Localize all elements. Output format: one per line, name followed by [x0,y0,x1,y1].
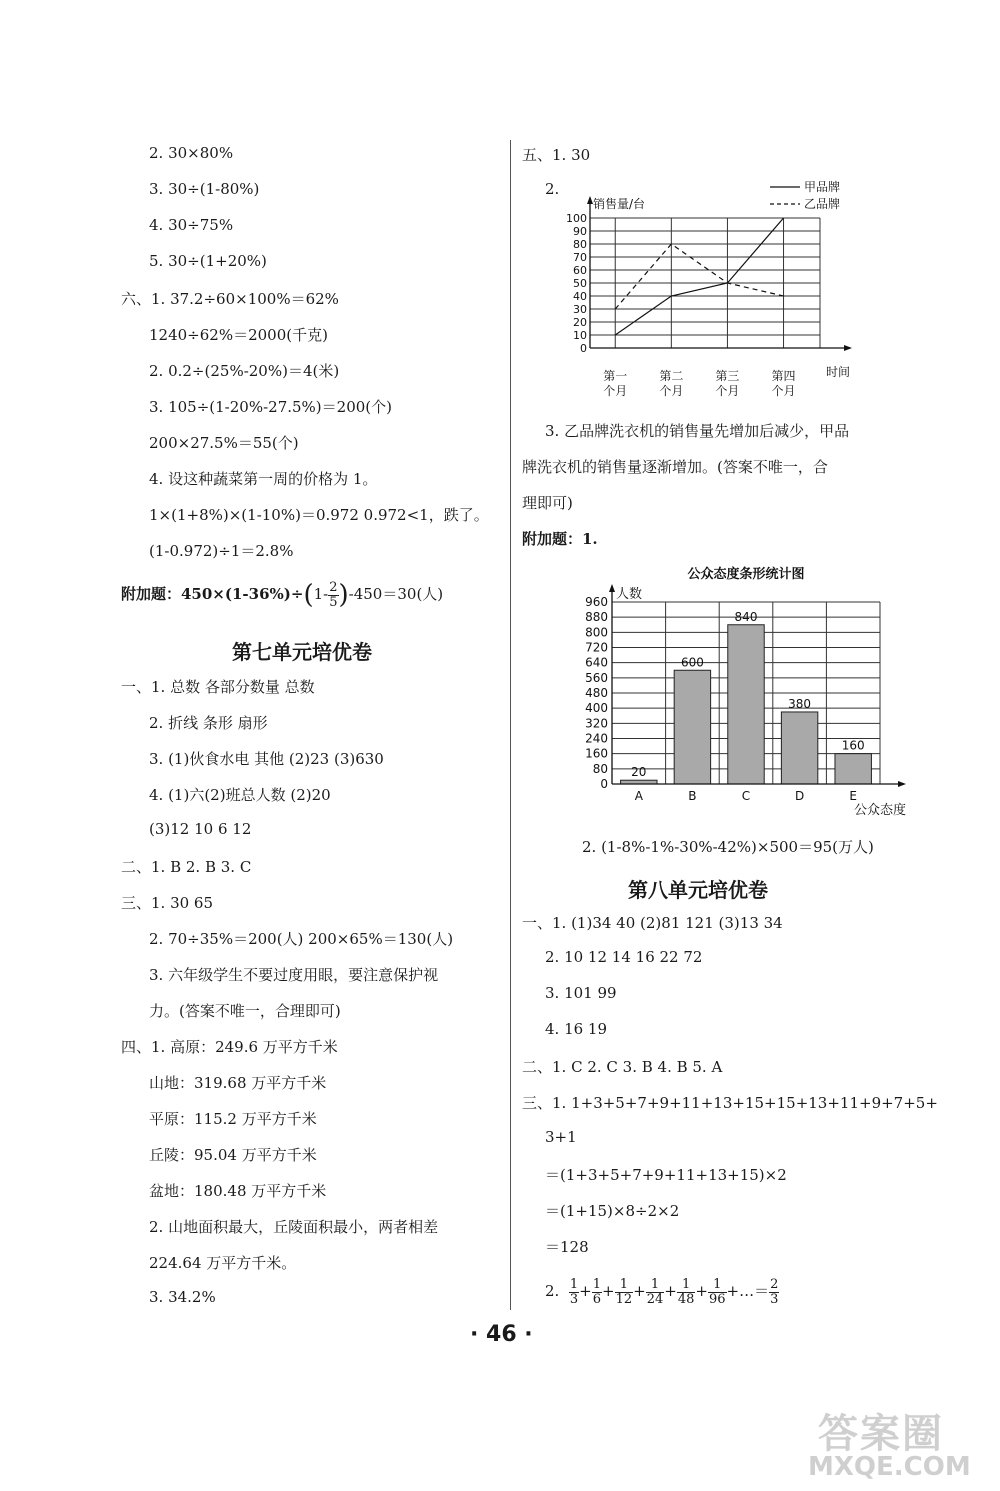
answer-line: 六、1. 37.2÷60×100%＝62% [121,290,339,308]
y-tick-label: 240 [585,731,608,746]
fraction [646,1278,665,1306]
y-tick-label: 320 [585,716,608,731]
answer-line: 牌洗衣机的销售量逐渐增加。(答案不唯一，合 [522,458,828,476]
bar-C [728,625,764,784]
y-tick-label: 100 [566,212,587,225]
fraction [708,1278,727,1306]
answer-line: 3. 34.2% [149,1288,216,1306]
answer-line: 一、1. (1)34 40 (2)81 121 (3)13 34 [522,914,783,932]
answer-line: 2. (1-8%-1%-30%-42%)×500＝95(万人) [582,838,874,856]
column-divider [510,140,511,1310]
answer-line: 3. (1)伙食水电 其他 (2)23 (3)630 [149,750,384,768]
fraction-numerator: 1 [677,1278,696,1293]
y-tick-label: 90 [573,225,587,238]
answer-line: 2. 山地面积最大，丘陵面积最小，两者相差 [149,1218,439,1236]
series-question: 2. $\frac{1}{3}$ + $\frac{1}{6}$ + $\frac{1}{12}$ + $\frac{1}{24}$ + $\frac{1}{48}$ + $\frac{1}{96}$ +…＝ $\frac{2}{3}$ [545,1277,779,1307]
unit7-title: 第七单元培优卷 [232,640,372,664]
answer-line: 2. [545,180,560,198]
y-axis-label: 人数 [616,587,643,602]
x-tick-label: D [794,789,805,803]
answer-line: 盆地：180.48 万平方千米 [149,1182,327,1200]
line-chart-labels [566,179,850,398]
x-tick-label: 第一 [603,369,628,383]
y-axis-label: 销售量/台 [593,197,646,211]
y-tick-label: 560 [585,670,608,685]
extra-prefix: 附加题：450×(1-36%)÷ [121,585,304,603]
y-tick-label: 160 [585,746,608,761]
answer-line: 3. 101 99 [545,984,617,1002]
bar-value-label: 840 [734,609,758,624]
y-tick-label: 60 [573,264,587,277]
fraction-denominator: 12 [615,1291,633,1307]
watermark-top: 答案圈 [818,1411,944,1457]
answer-line: ＝128 [545,1238,589,1256]
y-axis-arrow [609,584,615,592]
paren-close: ) [338,580,349,610]
answer-line: 3. 六年级学生不要过度用眼，要注意保护视 [149,966,439,984]
fraction-denominator: 24 [646,1291,664,1307]
answer-line: 4. 30÷75% [149,216,234,234]
fraction [569,1278,579,1306]
fraction-numerator: 2 [329,579,338,595]
fraction [677,1278,696,1306]
fraction-denominator: 48 [677,1291,695,1307]
y-tick-label: 880 [585,610,608,625]
answer-line: 200×27.5%＝55(个) [149,434,299,452]
watermark-bottom: MXQE.COM [808,1452,971,1482]
answer-line: 五、1. 30 [522,146,591,164]
answer-line: 4. 16 19 [545,1020,608,1038]
bar-E [835,754,871,784]
bar-value-label: 380 [788,696,812,711]
answer-line: 5. 30÷(1+20%) [149,252,267,270]
answer-line: 2. 70÷35%＝200(人) 200×65%＝130(人) [149,930,454,948]
y-tick-label: 80 [573,238,587,251]
line-chart [560,178,890,398]
x-tick-label: E [849,789,857,803]
answer-line: 2. 折线 条形 扇形 [149,714,268,732]
y-tick-label: 20 [573,316,587,329]
answer-line: 3. 105÷(1-20%-27.5%)＝200(个) [149,398,392,416]
bar-B [674,670,710,784]
answer-line: 224.64 万平方千米。 [149,1254,297,1272]
answer-line: 2. 30×80% [149,144,234,162]
answer-line: 3. 乙品牌洗衣机的销售量先增加后减少，甲品 [545,422,850,440]
answer-line: 三、1. 30 65 [121,894,214,912]
x-axis-label: 时间 [826,365,851,379]
x-tick-label: 第三 [715,369,740,383]
y-tick-label: 800 [585,625,608,640]
fraction [615,1278,634,1306]
y-tick-label: 10 [573,329,587,342]
series-label: 2. [545,1282,560,1301]
y-tick-label: 640 [585,655,608,670]
fraction-numerator: 2 [770,1277,779,1292]
answer-line: 1240÷62%＝2000(千克) [149,326,328,344]
paren-open: ( [303,580,314,610]
y-tick-label: 0 [580,342,587,355]
x-axis-label: 公众态度 [853,803,906,818]
fraction-denominator: 6 [592,1291,601,1307]
answer-line: ＝(1+15)×8÷2×2 [545,1202,680,1220]
answer-line: 平原：115.2 万平方千米 [149,1110,317,1128]
answer-line: 力。(答案不唯一，合理即可) [149,1002,341,1020]
y-tick-label: 720 [585,640,608,655]
x-tick-label: 个月 [771,384,796,398]
bar-D [781,712,817,784]
answer-line: 二、1. B 2. B 3. C [121,858,252,876]
x-tick-label: A [634,789,643,803]
fraction-denominator: 96 [708,1291,726,1307]
bar-value-label: 600 [680,655,704,670]
answer-line: (1-0.972)÷1＝2.8% [149,542,294,560]
unit8-title: 第八单元培优卷 [628,878,768,902]
x-axis-arrow [844,345,852,351]
fraction-denominator: 3 [569,1291,579,1307]
x-axis-arrow [898,781,906,787]
series-tail: +…＝ [726,1282,770,1301]
answer-line: 丘陵：95.04 万平方千米 [149,1146,317,1164]
chart-title: 公众态度条形统计图 [687,567,805,582]
y-tick-label: 30 [573,303,587,316]
fraction [328,581,338,609]
x-tick-label: C [741,789,751,803]
line-chart-axes [587,196,852,351]
y-tick-label: 400 [585,701,608,716]
answer-line: 三、1. 1+3+5+7+9+11+13+15+15+13+11+9+7+5+ [522,1094,938,1112]
fraction-numerator: 1 [569,1277,579,1292]
answer-line: 四、1. 高原：249.6 万平方千米 [121,1038,338,1056]
fraction-denominator: 3 [770,1291,779,1307]
bar-chart-bars [621,625,872,784]
answer-line: 4. 设这种蔬菜第一周的价格为 1。 [149,470,378,488]
answer-line: ＝(1+3+5+7+9+11+13+15)×2 [545,1166,787,1184]
extra-one-minus: 1- [313,585,329,603]
y-tick-label: 960 [585,595,608,609]
answer-line: 一、1. 总数 各部分数量 总数 [121,678,315,696]
x-tick-label: 个月 [603,384,628,398]
fraction-numerator: 1 [708,1278,727,1293]
x-tick-label: 个月 [659,384,684,398]
x-tick-label: 个月 [715,384,740,398]
fraction [592,1278,602,1306]
fraction-denominator: 5 [329,594,338,610]
answer-line: 1×(1+8%)×(1-10%)＝0.972 0.972<1，跌了。 [149,506,489,524]
watermark-logo [808,1402,988,1484]
y-tick-label: 0 [600,777,608,791]
fraction-numerator: 1 [646,1278,665,1293]
extra-question-line [121,580,443,610]
legend-label: 乙品牌 [804,197,841,211]
answer-line: (3)12 10 6 12 [149,820,252,838]
x-tick-label: B [688,789,697,803]
legend-label: 甲品牌 [804,180,841,194]
y-tick-label: 480 [585,686,608,700]
y-tick-label: 40 [573,290,587,303]
series-line-2 [615,244,783,309]
y-tick-label: 70 [573,251,587,264]
bar-value-label: 20 [631,765,647,780]
answer-line: 4. (1)六(2)班总人数 (2)20 [149,786,331,804]
answer-line: 山地：319.68 万平方千米 [149,1074,327,1092]
fraction [769,1278,779,1306]
answer-line: 理即可) [522,494,573,512]
series-line-1 [615,218,783,335]
y-tick-label: 80 [592,761,608,776]
page-number: · 46 · [470,1322,533,1347]
fraction-numerator: 1 [615,1278,634,1293]
answer-line: 2. 0.2÷(25%-20%)＝4(米) [149,362,340,380]
bar-value-label: 160 [841,738,865,753]
answer-line: 2. 10 12 14 16 22 72 [545,948,703,966]
y-tick-label: 50 [573,277,587,290]
bar-chart [560,558,910,828]
answer-line: 3+1 [545,1128,577,1146]
fraction-numerator: 1 [592,1277,601,1292]
x-tick-label: 第四 [771,369,796,383]
extra-question-label: 附加题：1. [522,530,598,548]
x-tick-label: 第二 [659,369,684,383]
answer-line: 二、1. C 2. C 3. B 4. B 5. A [522,1058,723,1076]
answer-line: 3. 30÷(1-80%) [149,180,260,198]
extra-suffix: -450＝30(人) [348,585,444,603]
line-chart-series [615,218,783,335]
